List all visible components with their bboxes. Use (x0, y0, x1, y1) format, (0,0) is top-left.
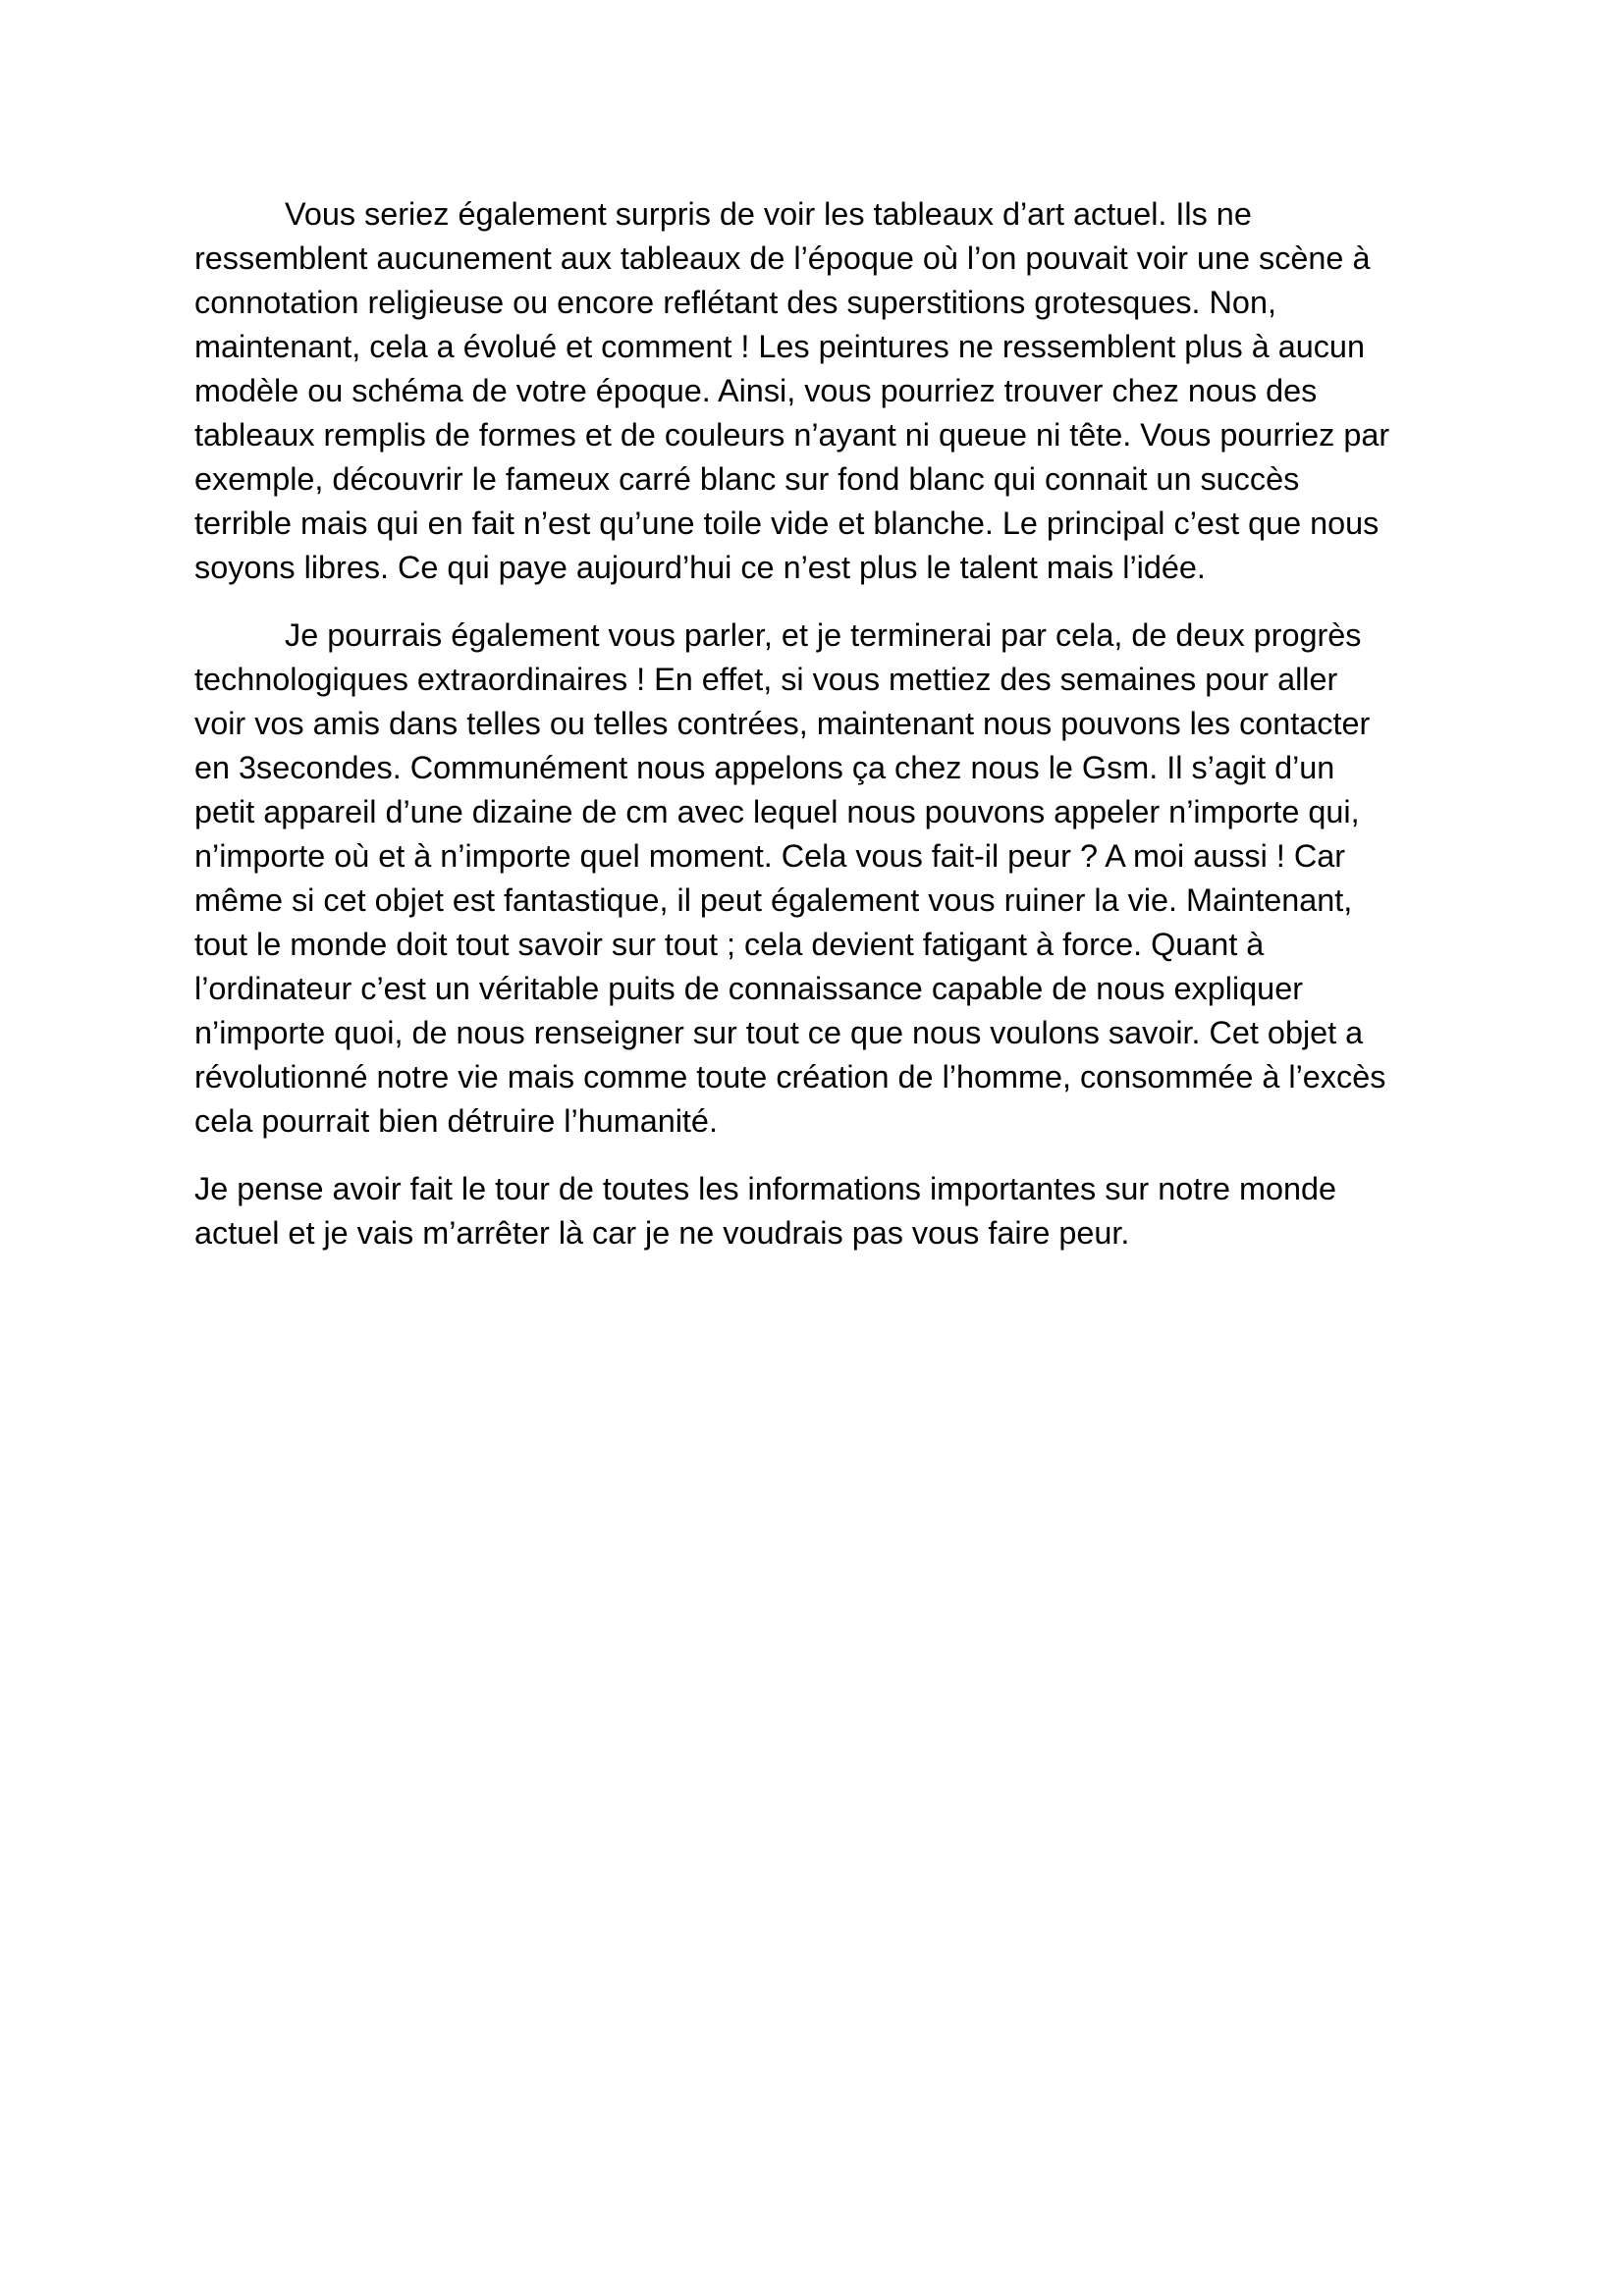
paragraph-line: Je pourrais également vous parler, et je terminerai par cela, de deux progrès (285, 617, 1362, 653)
paragraph-3 (194, 1167, 1441, 1255)
paragraph-1 (194, 192, 1441, 590)
paragraph-spacer (194, 1144, 1441, 1167)
paragraph-line: révolutionné notre vie mais comme toute création de l’homme, consommée à l’excès (194, 1059, 1386, 1095)
paragraph-line: ressemblent aucunement aux tableaux de l’époque où l’on pouvait voir une scène à (194, 240, 1371, 276)
document-body (194, 192, 1441, 1255)
paragraph-line: n’importe quoi, de nous renseigner sur tout ce que nous voulons savoir. Cet objet a (194, 1015, 1364, 1050)
paragraph-line: Vous seriez également surpris de voir les tableaux d’art actuel. Ils ne (285, 196, 1252, 232)
paragraph-line: technologiques extraordinaires ! En effet, si vous mettiez des semaines pour aller (194, 662, 1338, 697)
paragraph-line: cela pourrait bien détruire l’humanité. (194, 1103, 718, 1139)
paragraph-line: modèle ou schéma de votre époque. Ainsi, vous pourriez trouver chez nous des (194, 373, 1318, 408)
paragraph-spacer (194, 590, 1441, 614)
paragraph-line: soyons libres. Ce qui paye aujourd’hui ce n’est plus le talent mais l’idée. (194, 550, 1206, 585)
paragraph-line: connotation religieuse ou encore reflétant des superstitions grotesques. Non, (194, 285, 1276, 320)
paragraph-line: en 3secondes. Communément nous appelons ça chez nous le Gsm. Il s’agit d’un (194, 750, 1335, 785)
paragraph-line: tableaux remplis de formes et de couleurs n’ayant ni queue ni tête. Vous pourriez par (194, 417, 1390, 453)
paragraph-2 (194, 614, 1441, 1144)
paragraph-line: petit appareil d’une dizaine de cm avec lequel nous pouvons appeler n’importe qui, (194, 794, 1360, 829)
paragraph-line: terrible mais qui en fait n’est qu’une toile vide et blanche. Le principal c’est que nous (194, 506, 1380, 541)
paragraph-line: même si cet objet est fantastique, il peut également vous ruiner la vie. Maintenant, (194, 882, 1353, 918)
paragraph-line: tout le monde doit tout savoir sur tout ; cela devient fatigant à force. Quant à (194, 927, 1265, 962)
paragraph-line: actuel et je vais m’arrêter là car je ne voudrais pas vous faire peur. (194, 1215, 1130, 1251)
paragraph-line: exemple, découvrir le fameux carré blanc sur fond blanc qui connait un succès (194, 461, 1300, 497)
paragraph-line: Je pense avoir fait le tour de toutes les informations importantes sur notre monde (194, 1171, 1337, 1206)
paragraph-line: maintenant, cela a évolué et comment ! Les peintures ne ressemblent plus à aucun (194, 329, 1365, 364)
paragraph-line: n’importe où et à n’importe quel moment. Cela vous fait-il peur ? A moi aussi ! Car (194, 838, 1346, 874)
paragraph-line: voir vos amis dans telles ou telles contrées, maintenant nous pouvons les contacter (194, 706, 1371, 741)
paragraph-line: l’ordinateur c’est un véritable puits de connaissance capable de nous expliquer (194, 971, 1303, 1006)
